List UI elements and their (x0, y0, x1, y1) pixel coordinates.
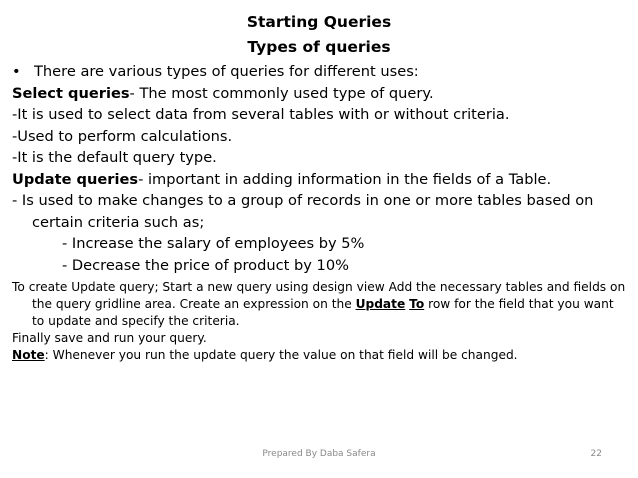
slide-subtitle: Types of queries (247, 38, 391, 56)
slide-title: Starting Queries (246, 13, 392, 31)
bullet-icon: • (12, 63, 21, 80)
slide-body (12, 61, 626, 364)
update-detail-1: - Is used to make changes to a group of records in one or more tables based on certain criteria such as; (12, 192, 594, 231)
howto-text-1: To create Update query; Start a new query using design view Add the necessary tables and fields on the query gridline area. Create an expression on the (12, 280, 626, 311)
note-line (12, 347, 626, 364)
select-queries-label: Select queries (12, 84, 130, 102)
finally-line: Finally save and run your query. (12, 331, 207, 345)
update-queries-desc: - important in adding information in the fields of a Table. (138, 170, 552, 188)
footer-credit: Prepared By Daba Safera (262, 449, 376, 459)
howto-update-word: Update (355, 297, 406, 311)
howto-paragraph (12, 279, 626, 330)
update-example-2: - Decrease the price of product by 10% (62, 256, 349, 274)
intro-bullet (12, 61, 626, 83)
update-example-1: - Increase the salary of employees by 5% (62, 235, 365, 252)
select-queries-desc: - The most commonly used type of query. (129, 84, 434, 102)
note-text: : Whenever you run the update query the value on that field will be changed. (44, 348, 518, 362)
select-detail-1: -It is used to select data from several tables with or without criteria. (12, 106, 510, 123)
intro-text: There are various types of queries for different uses: (34, 63, 419, 80)
update-queries-label: Update queries (12, 170, 139, 188)
update-queries-line (12, 169, 626, 191)
howto-to-word: To (409, 297, 425, 311)
select-detail-2: -Used to perform calculations. (12, 127, 233, 145)
page-number: 22 (590, 449, 602, 459)
select-detail-3: -It is the default query type. (12, 149, 217, 166)
howto-text-2: row for the field that you want to update and specify the criteria. (32, 297, 614, 328)
select-queries-line (12, 83, 626, 105)
note-label: Note (12, 348, 45, 362)
